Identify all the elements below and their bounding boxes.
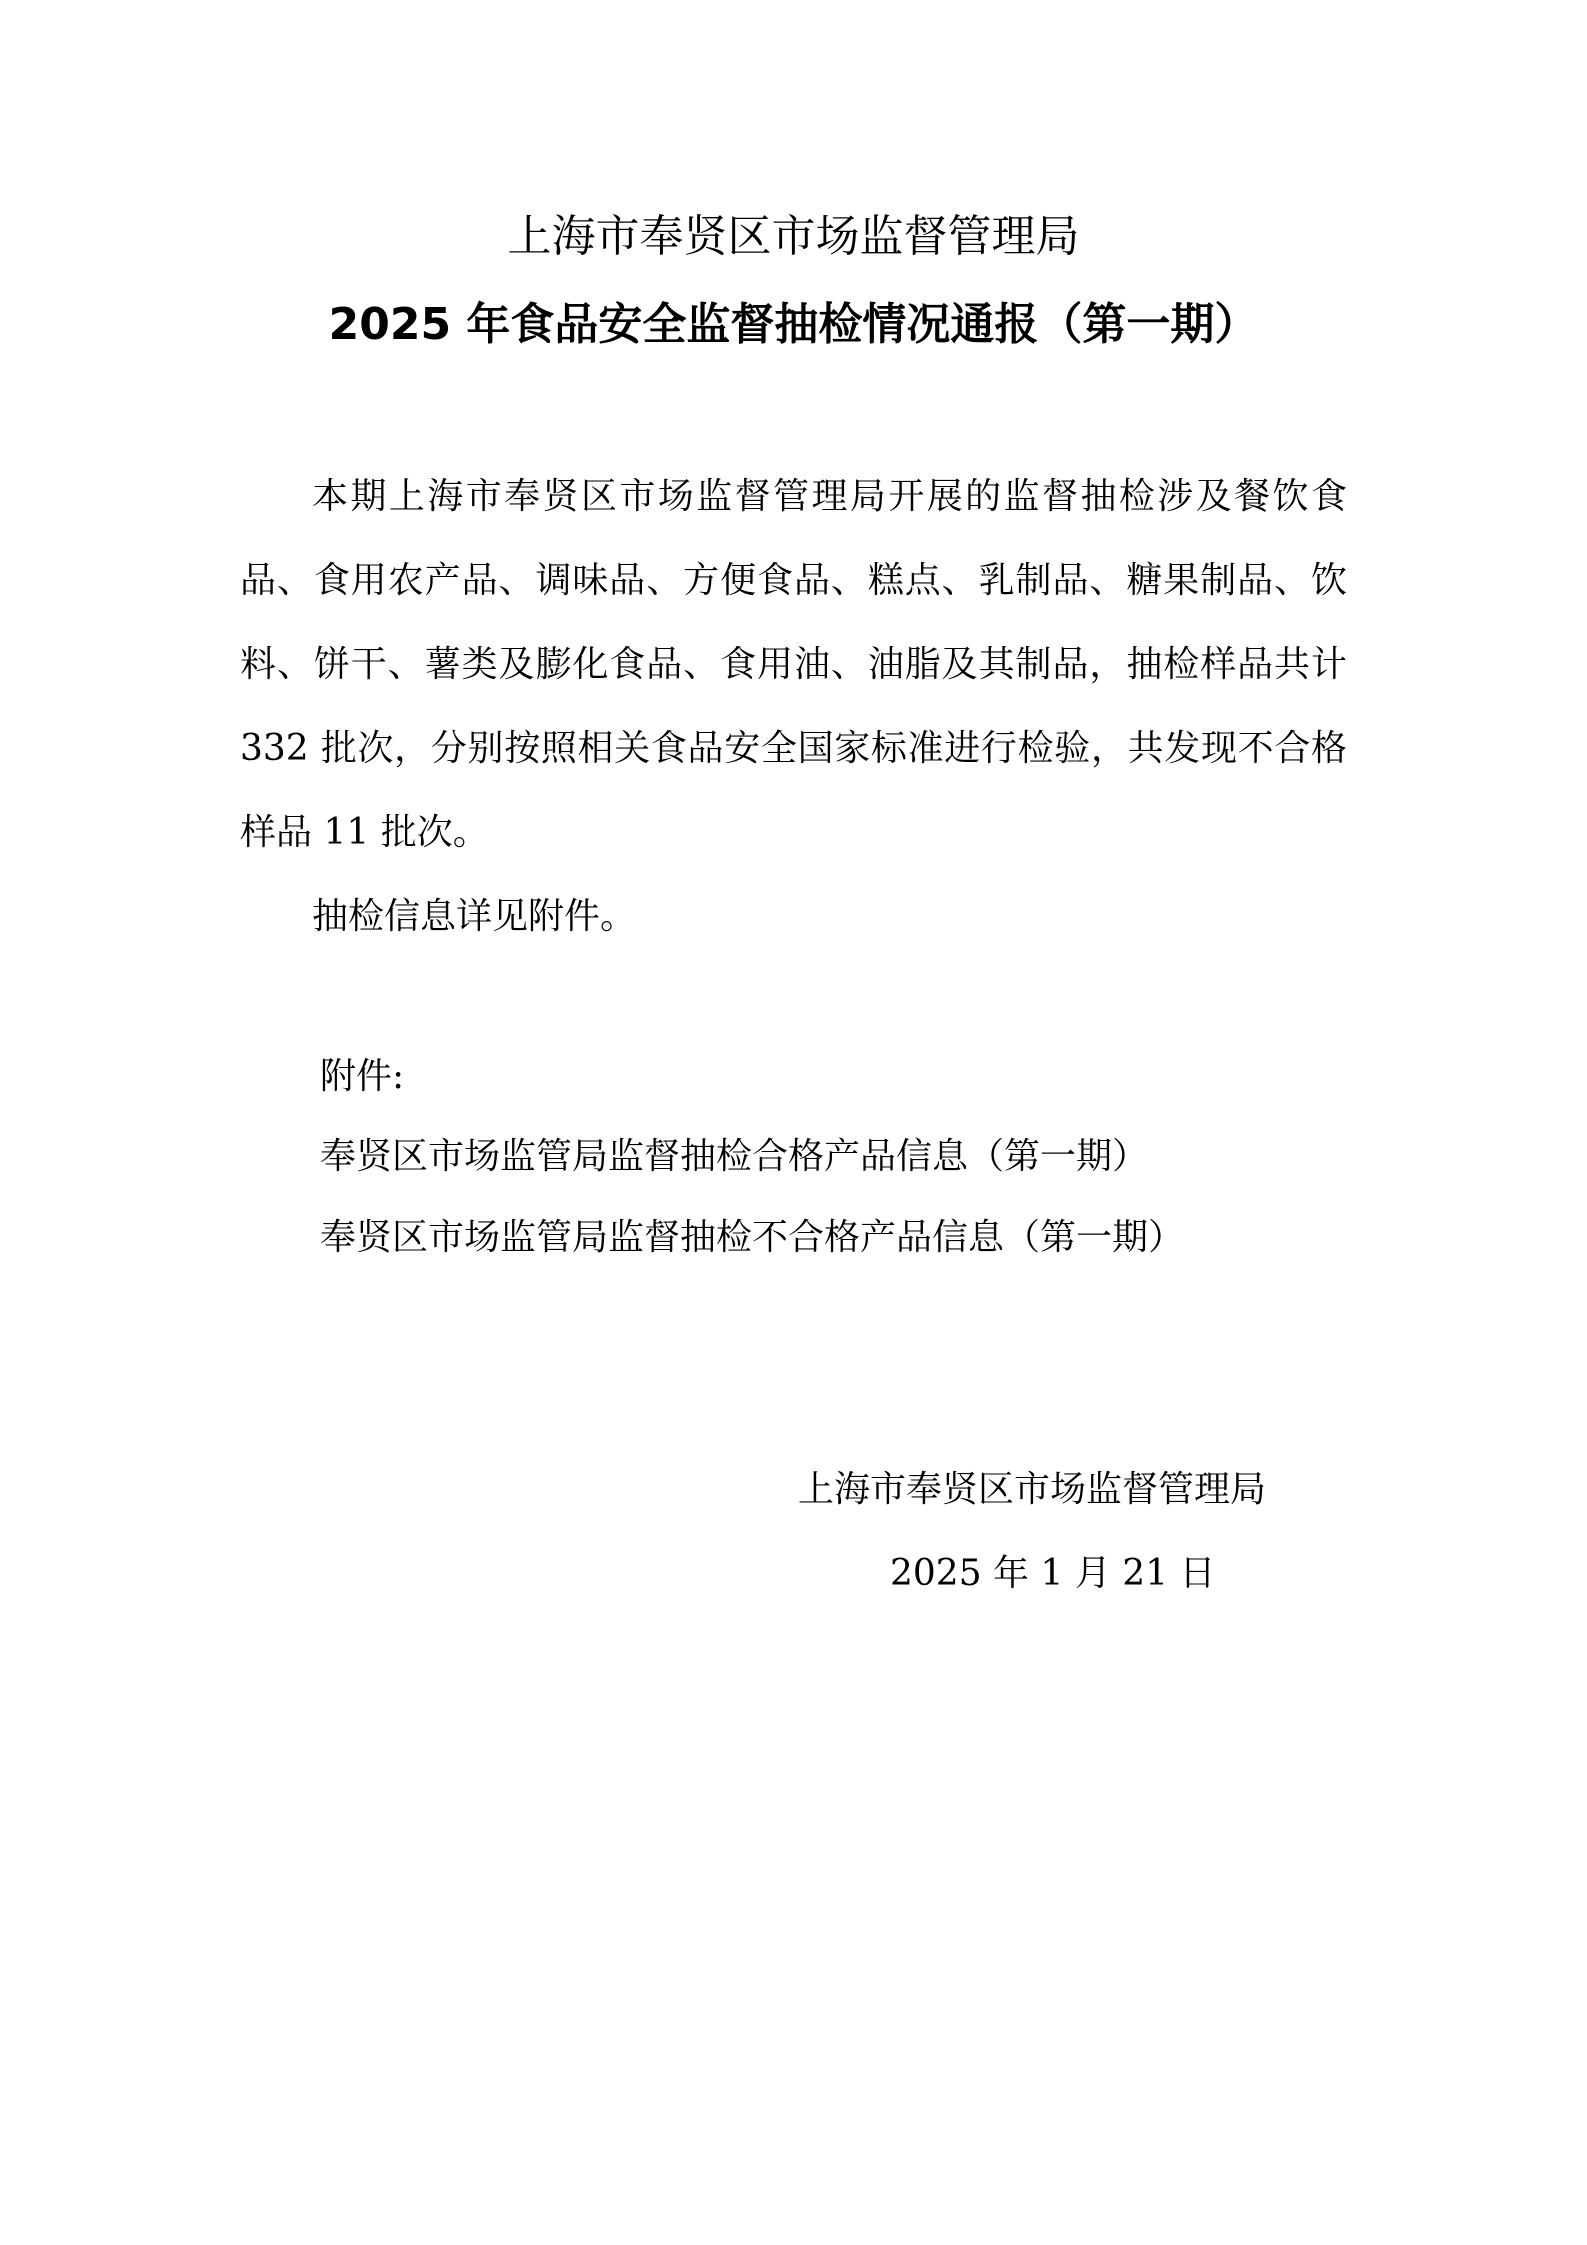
signature-organization: 上海市奉贤区市场监督管理局 xyxy=(798,1469,1267,1510)
signature-date: 2025 年 1 月 21 日 xyxy=(890,1553,1216,1594)
attachment-item-unqualified: 奉贤区市场监管局监督抽检不合格产品信息（第一期） xyxy=(320,1217,1185,1258)
attachment-label: 附件: xyxy=(320,1056,405,1097)
body-paragraph-details-note: 抽检信息详见附件。 xyxy=(312,896,637,937)
attachment-item-qualified: 奉贤区市场监管局监督抽检合格产品信息（第一期） xyxy=(320,1136,1149,1177)
document-title: 上海市奉贤区市场监督管理局 xyxy=(507,211,1080,262)
document-subtitle: 2025 年食品安全监督抽检情况通报（第一期） xyxy=(328,299,1259,350)
document-body xyxy=(240,455,1347,959)
body-paragraph-summary: 本期上海市奉贤区市场监督管理局开展的监督抽检涉及餐饮食品、食用农产品、调味品、方便食品、糕点、乳制品、糖果制品、饮料、饼干、薯类及膨化食品、食用油、油脂及其制品，抽检样品共计 332 批次，分别按照相关食品安全国家标准进行检验，共发现不合格样品 11 批次。 xyxy=(240,476,1347,853)
